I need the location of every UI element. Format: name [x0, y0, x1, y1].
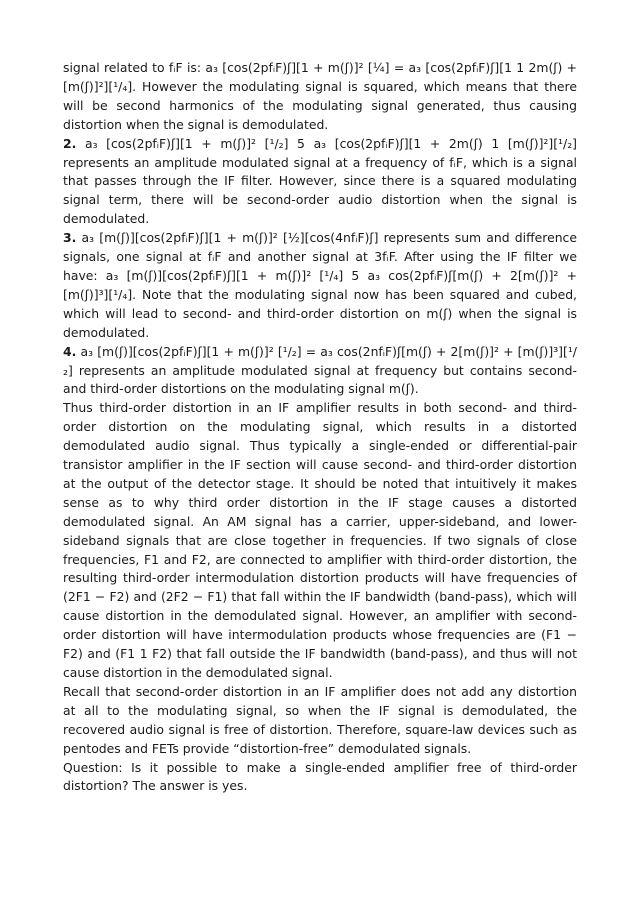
document-page: [63, 59, 577, 796]
paragraph-question: [63, 759, 577, 797]
paragraph-text: a₃ [m(ʃ)][cos(2pfᵢF)ʃ][1 + m(ʃ)]² [¹/₂] = a₃ cos(2nfᵢF)ʃ[m(ʃ) + 2[m(ʃ)]² + [m(ʃ)]³][¹/₂] represents an amplitude modulated signal at frequency but contains second-and third-order distortions on the modulating signal m(ʃ).: [63, 343, 577, 397]
paragraph-item-2: [63, 135, 577, 230]
paragraph-second-order-recall: [63, 683, 577, 759]
paragraph-item-3: [63, 229, 577, 342]
paragraph-text: a₃ [cos(2pfᵢF)ʃ][1 + m(ʃ)]² [¹/₂] 5 a₃ [cos(2pfᵢF)ʃ][1 + 2m(ʃ) 1 [m(ʃ)]²][¹/₂] represents an amplitude modulated signal at a frequency of fᵢF, which is a signal that passes through the IF filter. However, since there is a squared modulating signal term, there will be second-order audio distortion when the signal is demodulated.: [63, 135, 577, 227]
paragraph-number: 4.: [63, 343, 77, 359]
paragraph-number: 2.: [63, 135, 77, 151]
paragraph-number: 3.: [63, 230, 77, 246]
paragraph-third-order-discussion: [63, 399, 577, 683]
paragraph-text: Question: Is it possible to make a single-ended amplifier free of third-order distortion? The answer is yes.: [63, 759, 577, 794]
paragraph-item-4: [63, 343, 577, 400]
paragraph-text: Recall that second-order distortion in an IF amplifier does not add any distortion at all to the modulating signal, so when the IF signal is demodulated, the recovered audio signal is free of distortion. Therefore, square-law devices such as pentodes and FETs provide “distortion-free” demodulated signals.: [63, 683, 577, 756]
paragraph-intro: [63, 59, 577, 135]
paragraph-text: Thus third-order distortion in an IF amplifier results in both second- and third-order distortion on the modulating signal, which results in a distorted demodulated audio signal. Thus typically a single-ended or differential-pair transistor amplifier in the IF section will cause second- and third-order distortion at the output of the detector stage. It should be noted that intuitively it makes sense as to why third order distortion in the IF stage causes a distorted demodulated signal. An AM signal has a carrier, upper-sideband, and lower-sideband signals that are close together in frequencies. If two signals of close frequencies, F1 and F2, are connected to amplifier with third-order distortion, the resulting third-order intermodulation distortion products will have frequencies of (2F1 − F2) and (2F2 − F1) that fall within the IF bandwidth (band-pass), which will cause distortion in the demodulated signal. However, an amplifier with second-order distortion will have intermodulation products whose frequencies are (F1 − F2) and (F1 1 F2) that fall outside the IF bandwidth (band-pass), and thus will not cause distortion in the demodulated signal.: [63, 400, 577, 680]
paragraph-text: signal related to fᵢF is: a₃ [cos(2pfᵢF)ʃ][1 + m(ʃ)]² [¼] = a₃ [cos(2pfᵢF)ʃ][1 1 2m(ʃ) + [m(ʃ)]²][¹/₄]. However the modulating signal is squared, which means that there will be second harmonics of the modulating signal generated, thus causing distortion when the signal is demodulated.: [63, 60, 577, 132]
paragraph-text: a₃ [m(ʃ)][cos(2pfᵢF)ʃ][1 + m(ʃ)]² [½][cos(4nfᵢF)ʃ] represents sum and difference signals, one signal at fᵢF and another signal at 3fᵢF. After using the IF filter we have: a₃ [m(ʃ)][cos(2pfᵢF)ʃ][1 + m(ʃ)]² [¹/₄] 5 a₃ cos(2pfᵢF)ʃ[m(ʃ) + 2[m(ʃ)]² + [m(ʃ)]³][¹/₄]. Note that the modulating signal now has been squared and cubed, which will lead to second- and third-order distortion on m(ʃ) when the signal is demodulated.: [63, 230, 577, 340]
